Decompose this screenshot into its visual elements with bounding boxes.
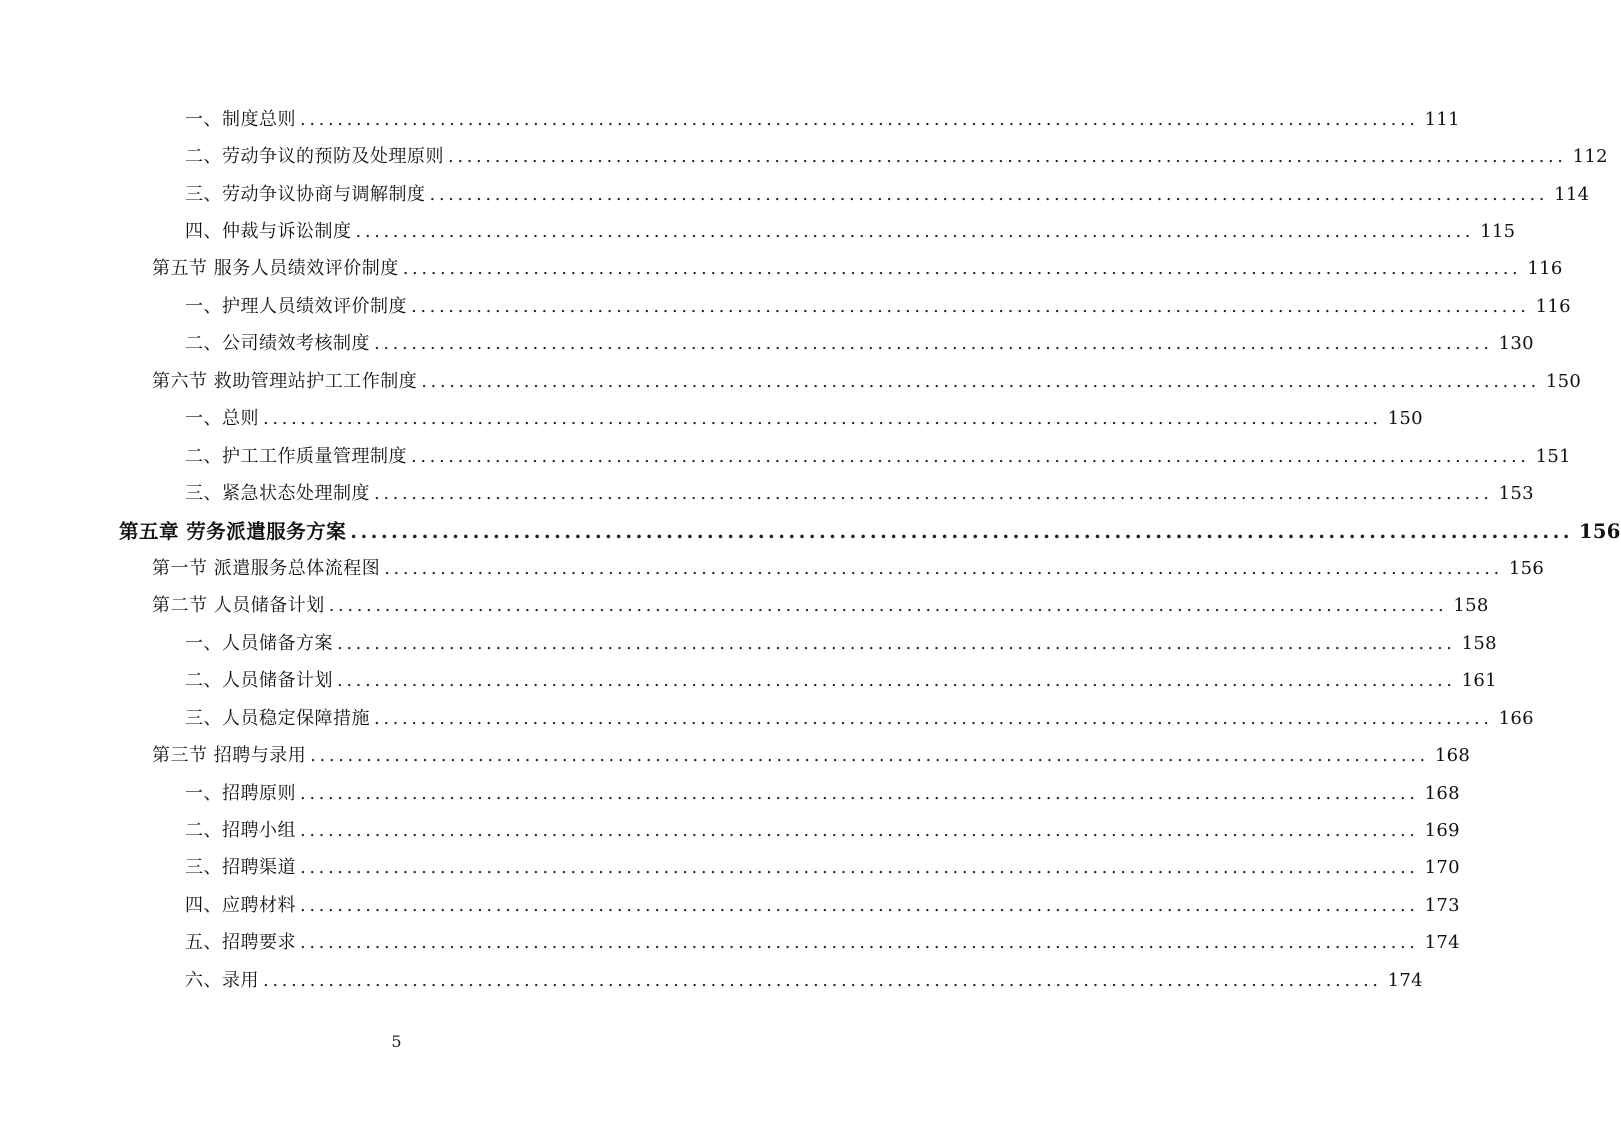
toc-entry[interactable] (0, 737, 1471, 774)
toc-dot-leader: ........................................................................................................................ (310, 745, 1429, 767)
toc-entry-title: 二、公司绩效考核制度 (185, 333, 370, 355)
toc-entry-title: 第五节 服务人员绩效评价制度 (152, 258, 399, 280)
toc-dot-leader: ........................................................................................................................ (374, 333, 1493, 355)
toc-entry-page: 170 (1424, 857, 1460, 879)
toc-dot-leader: ........................................................................................................................ (300, 108, 1419, 130)
toc-dot-leader: ........................................................................................................................ (300, 932, 1419, 954)
toc-entry-title: 一、招聘原则 (185, 782, 296, 804)
toc-entry-title: 三、紧急状态处理制度 (185, 483, 370, 505)
toc-entry[interactable] (0, 887, 1460, 924)
toc-entry-title: 五、招聘要求 (185, 932, 296, 954)
toc-entry[interactable] (0, 101, 1460, 138)
toc-entry-title: 第五章 劳务派遣服务方案 (119, 519, 347, 543)
toc-entry-title: 一、制度总则 (185, 108, 296, 130)
toc-entry[interactable] (0, 513, 1621, 550)
toc-entry[interactable] (0, 962, 1423, 999)
toc-entry[interactable] (0, 438, 1571, 475)
toc-entry-title: 六、录用 (185, 969, 259, 991)
toc-dot-leader: ........................................................................................................................ (355, 221, 1475, 243)
toc-entry-title: 二、人员储备计划 (185, 670, 333, 692)
toc-entry[interactable] (0, 401, 1423, 438)
toc-entry[interactable] (0, 550, 1545, 587)
toc-entry-page: 166 (1498, 707, 1534, 729)
toc-entry-title: 一、总则 (185, 408, 259, 430)
toc-dot-leader: ........................................................................................................................ (300, 857, 1419, 879)
toc-dot-leader: ........................................................................................................................ (411, 295, 1530, 317)
toc-entry-title: 二、招聘小组 (185, 820, 296, 842)
toc-entry-title: 第一节 派遣服务总体流程图 (152, 557, 381, 579)
toc-entry-page: 174 (1387, 969, 1423, 991)
toc-dot-leader: ........................................................................................................................ (263, 408, 1382, 430)
toc-dot-leader: ........................................................................................................................ (337, 632, 1456, 654)
toc-entry-page: 156 (1508, 557, 1545, 579)
toc-entry-title: 一、人员储备方案 (185, 632, 333, 654)
toc-entry[interactable] (0, 288, 1571, 325)
toc-dot-leader: ........................................................................................................................ (300, 782, 1419, 804)
toc-dot-leader: ........................................................................................................................ (429, 183, 1549, 205)
toc-entry-title: 三、招聘渠道 (185, 857, 296, 879)
page-number: 5 (391, 1032, 402, 1051)
toc-entry-page: 158 (1453, 595, 1489, 617)
toc-dot-leader: ........................................................................................................................ (300, 894, 1419, 916)
toc-entry-page: 153 (1498, 483, 1534, 505)
toc-entry[interactable] (0, 775, 1460, 812)
toc-entry-page: 115 (1480, 221, 1516, 243)
toc-entry[interactable] (0, 625, 1497, 662)
toc-entry-page: 161 (1461, 670, 1497, 692)
toc-entry[interactable] (0, 176, 1590, 213)
toc-dot-leader: ........................................................................................................................ (374, 707, 1493, 729)
toc-entry-page: 168 (1424, 782, 1460, 804)
toc-entry[interactable] (0, 138, 1608, 175)
toc-entry-page: 158 (1461, 632, 1497, 654)
toc-entry-page: 169 (1424, 820, 1460, 842)
toc-entry-title: 三、人员稳定保障措施 (185, 707, 370, 729)
toc-entry[interactable] (0, 700, 1534, 737)
toc-dot-leader: ........................................................................................................................ (263, 969, 1382, 991)
toc-entry[interactable] (0, 475, 1534, 512)
toc-entry-page: 151 (1535, 445, 1571, 467)
toc-entry-page: 150 (1545, 370, 1582, 392)
toc-entry-title: 一、护理人员绩效评价制度 (185, 295, 407, 317)
toc-entry[interactable] (0, 850, 1460, 887)
toc-entry-page: 116 (1527, 258, 1563, 280)
toc-dot-leader: ........................................................................................................................ (337, 670, 1456, 692)
toc-entry-page: 150 (1387, 408, 1423, 430)
toc-dot-leader: ........................................................................................................................ (421, 370, 1540, 392)
toc-entry-page: 112 (1572, 146, 1608, 168)
table-of-contents (0, 101, 1621, 1000)
toc-entry-title: 二、劳动争议的预防及处理原则 (185, 146, 444, 168)
toc-dot-leader: ........................................................................................................................ (350, 519, 1573, 543)
toc-entry-page: 156 (1578, 519, 1621, 543)
toc-entry-title: 第三节 招聘与录用 (152, 745, 307, 767)
toc-entry-page: 130 (1498, 333, 1534, 355)
toc-entry-title: 第二节 人员储备计划 (152, 595, 325, 617)
toc-entry[interactable] (0, 588, 1489, 625)
toc-entry[interactable] (0, 925, 1460, 962)
toc-entry[interactable] (0, 363, 1582, 400)
toc-entry-title: 第六节 救助管理站护工工作制度 (152, 370, 418, 392)
toc-entry-page: 116 (1535, 295, 1571, 317)
toc-entry[interactable] (0, 663, 1497, 700)
toc-entry-page: 111 (1424, 108, 1460, 130)
toc-entry-page: 168 (1434, 745, 1471, 767)
toc-entry-page: 173 (1424, 894, 1460, 916)
toc-dot-leader: ........................................................................................................................ (384, 557, 1503, 579)
toc-entry[interactable] (0, 812, 1460, 849)
toc-entry-page: 174 (1424, 932, 1460, 954)
toc-entry-title: 四、应聘材料 (185, 894, 296, 916)
toc-entry-title: 三、劳动争议协商与调解制度 (185, 183, 426, 205)
toc-entry[interactable] (0, 251, 1563, 288)
toc-entry-page: 114 (1554, 183, 1590, 205)
toc-dot-leader: ........................................................................................................................ (300, 820, 1419, 842)
toc-dot-leader: ........................................................................................................................ (402, 258, 1522, 280)
toc-entry-title: 二、护工工作质量管理制度 (185, 445, 407, 467)
toc-dot-leader: ........................................................................................................................ (328, 595, 1448, 617)
toc-dot-leader: ........................................................................................................................ (448, 146, 1567, 168)
toc-dot-leader: ........................................................................................................................ (411, 445, 1530, 467)
toc-entry[interactable] (0, 213, 1516, 250)
toc-dot-leader: ........................................................................................................................ (374, 483, 1493, 505)
toc-entry-title: 四、仲裁与诉讼制度 (185, 221, 352, 243)
toc-entry[interactable] (0, 326, 1534, 363)
